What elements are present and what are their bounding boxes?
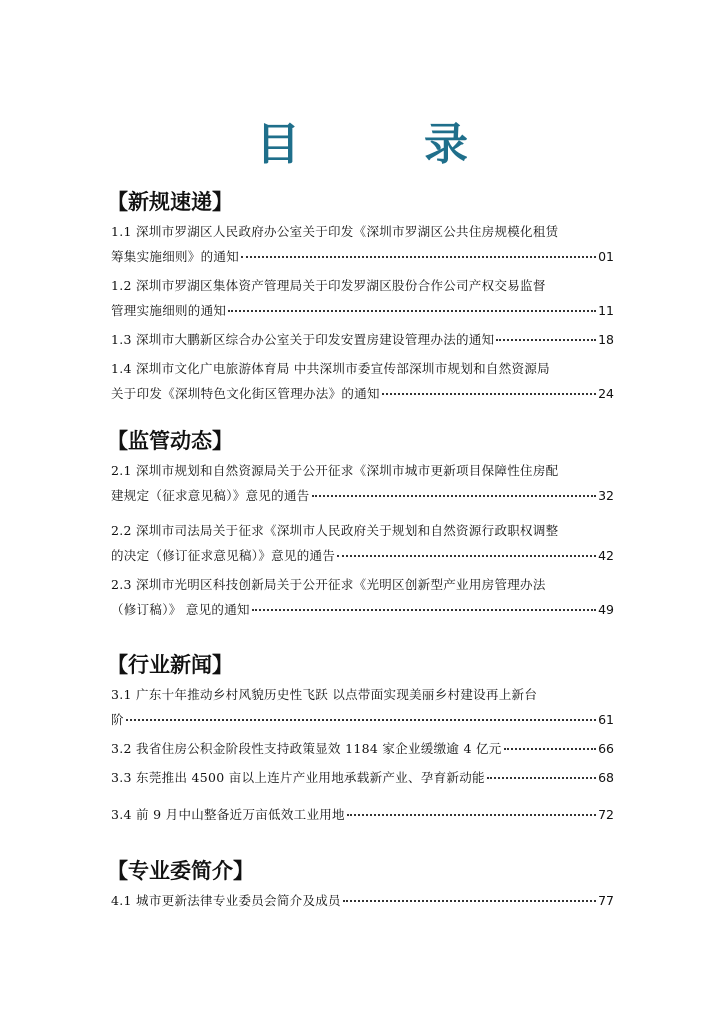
toc-entry[interactable] xyxy=(111,327,614,352)
toc-entry[interactable] xyxy=(111,736,614,761)
page-number: 42 xyxy=(598,548,614,563)
toc-entry-text: 1.4 深圳市文化广电旅游体育局 中共深圳市委宣传部深圳市规划和自然资源局 xyxy=(111,361,550,376)
toc-entry-text: 1.2 深圳市罗湖区集体资产管理局关于印发罗湖区股份合作公司产权交易监督 xyxy=(111,278,546,293)
page-number: 32 xyxy=(598,488,614,503)
leader-dots xyxy=(337,555,596,557)
toc-entry-text: 的决定（修订征求意见稿）》意见的通告 xyxy=(111,548,336,563)
page-number: 72 xyxy=(598,807,614,822)
toc-entry[interactable] xyxy=(111,572,614,622)
leader-dots xyxy=(312,495,597,497)
leader-dots xyxy=(241,256,596,258)
leader-dots xyxy=(228,310,596,312)
page-number: 77 xyxy=(598,893,614,908)
toc-entry-text: 阶 xyxy=(111,712,124,727)
toc-entry-text: 2.1 深圳市规划和自然资源局关于公开征求《深圳市城市更新项目保障性住房配 xyxy=(111,463,559,478)
leader-dots xyxy=(252,609,596,611)
toc-entry[interactable] xyxy=(111,219,614,269)
toc-entry[interactable] xyxy=(111,802,614,827)
toc-entry[interactable] xyxy=(111,356,614,406)
page-number: 66 xyxy=(598,741,614,756)
leader-dots xyxy=(347,814,596,816)
section-new-regulations xyxy=(107,187,614,406)
toc-entry-text: 2.3 深圳市光明区科技创新局关于公开征求《光明区创新型产业用房管理办法 xyxy=(111,577,546,592)
toc-entry[interactable] xyxy=(111,682,614,732)
page-number: 01 xyxy=(598,249,614,264)
page-number: 11 xyxy=(598,303,614,318)
toc-entry-text: 2.2 深圳市司法局关于征求《深圳市人民政府关于规划和自然资源行政职权调整 xyxy=(111,523,559,538)
toc-entry-text: 3.2 我省住房公积金阶段性支持政策显效 1184 家企业缓缴逾 4 亿元 xyxy=(111,741,502,756)
toc-entry[interactable] xyxy=(111,888,614,913)
section-committee-intro xyxy=(107,856,614,913)
page-number: 61 xyxy=(598,712,614,727)
toc-entry-text: 3.4 前 9 月中山整备近万亩低效工业用地 xyxy=(111,807,345,822)
toc-entry[interactable] xyxy=(111,458,614,508)
leader-dots xyxy=(343,900,596,902)
section-heading: 【行业新闻】 xyxy=(107,653,233,677)
toc-entry[interactable] xyxy=(111,518,614,568)
toc-entry-text: （修订稿）》 意见的通知 xyxy=(111,602,250,617)
section-heading: 【监管动态】 xyxy=(107,429,233,453)
toc-entry-text: 管理实施细则的通知 xyxy=(111,303,227,318)
page-title: 目 录 xyxy=(256,119,508,170)
leader-dots xyxy=(126,719,596,721)
page-number: 18 xyxy=(598,332,614,347)
toc-entry-text: 1.3 深圳市大鹏新区综合办公室关于印发安置房建设管理办法的通知 xyxy=(111,332,495,347)
section-heading: 【专业委简介】 xyxy=(107,859,254,883)
toc-entry-text: 3.1 广东十年推动乡村风貌历史性飞跃 以点带面实现美丽乡村建设再上新台 xyxy=(111,687,538,702)
section-industry-news xyxy=(107,650,614,827)
leader-dots xyxy=(504,748,596,750)
leader-dots xyxy=(382,393,596,395)
toc-entry-text: 1.1 深圳市罗湖区人民政府办公室关于印发《深圳市罗湖区公共住房规模化租赁 xyxy=(111,224,559,239)
toc-entry-text: 关于印发《深圳特色文化街区管理办法》的通知 xyxy=(111,386,380,401)
page-number: 24 xyxy=(598,386,614,401)
toc-entry[interactable] xyxy=(111,273,614,323)
page-number: 68 xyxy=(598,770,614,785)
toc-entry-text: 3.3 东莞推出 4500 亩以上连片产业用地承载新产业、孕育新动能 xyxy=(111,770,485,785)
toc-entry-text: 4.1 城市更新法律专业委员会简介及成员 xyxy=(111,893,341,908)
toc-entry-text: 筹集实施细则》的通知 xyxy=(111,249,240,264)
section-heading: 【新规速递】 xyxy=(107,190,233,214)
page-number: 49 xyxy=(598,602,614,617)
leader-dots xyxy=(496,339,596,341)
leader-dots xyxy=(487,777,596,779)
toc-entry[interactable] xyxy=(111,765,614,790)
section-regulatory-updates xyxy=(107,426,614,622)
toc-entry-text: 建规定（征求意见稿）》意见的通告 xyxy=(111,488,310,503)
